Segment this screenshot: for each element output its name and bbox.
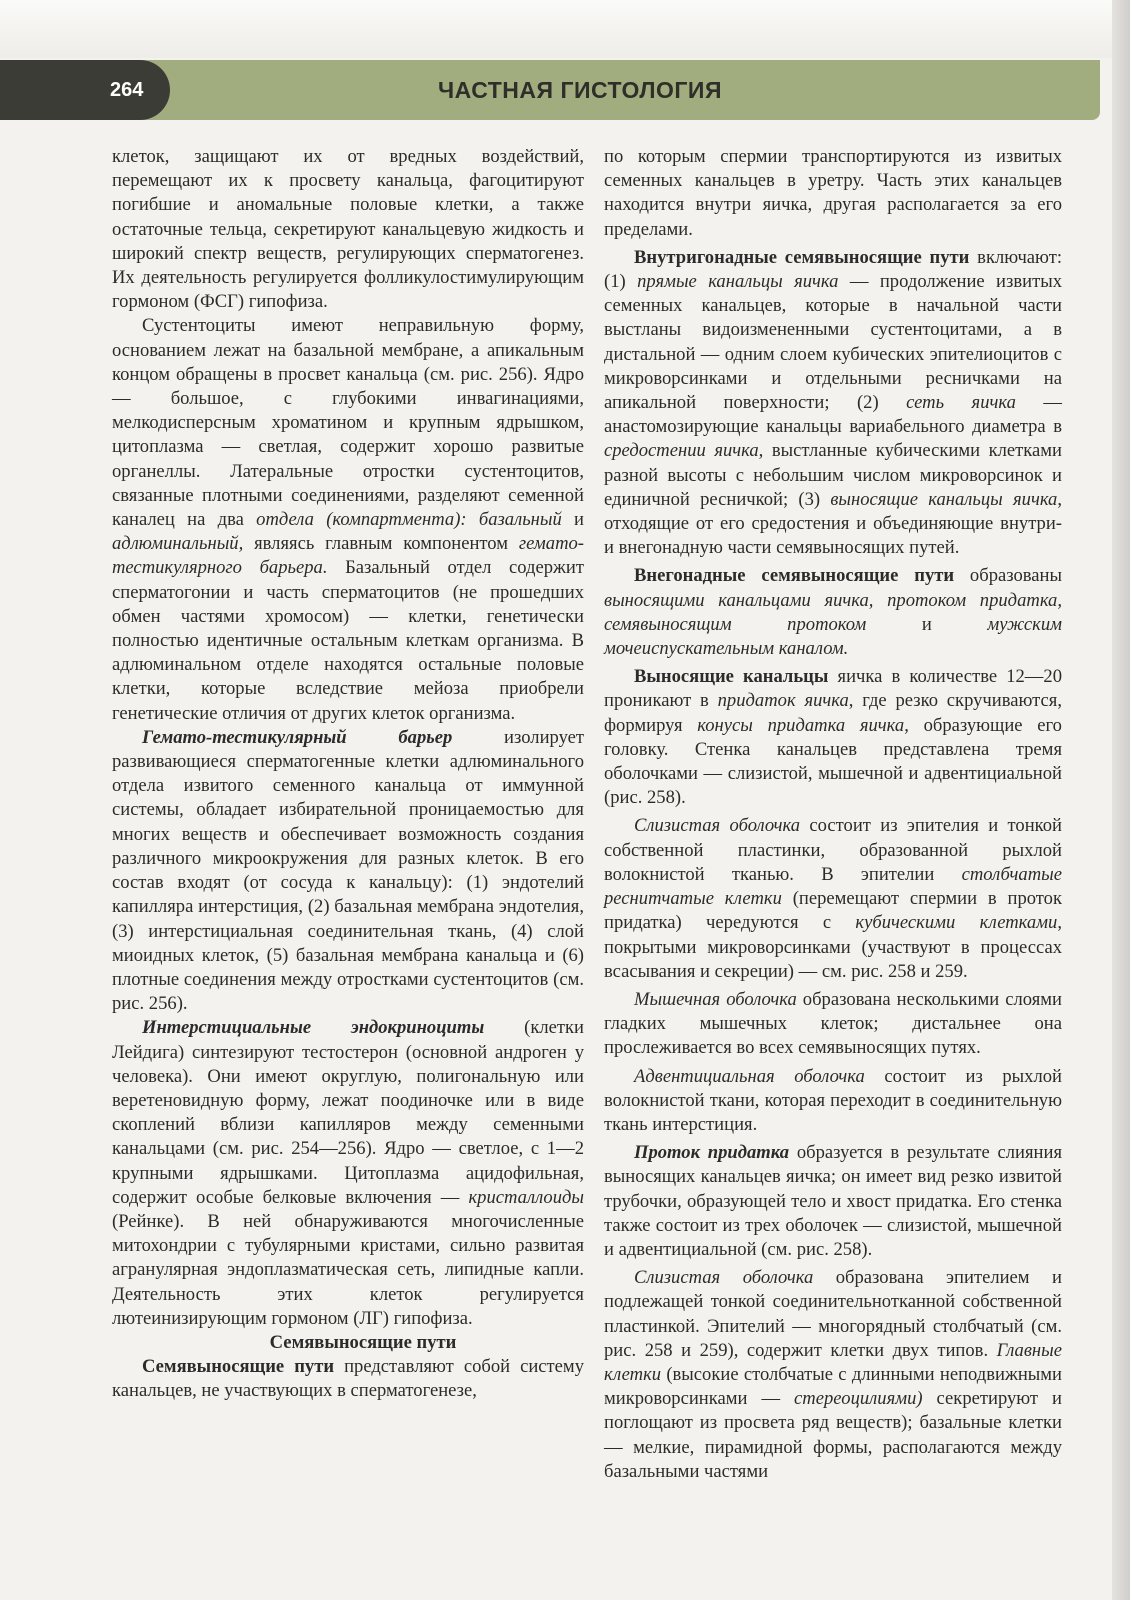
text-run: — продолжение извитых семенных канальцев, которые в начальной части выстланы видоизмененными сустентоцитами, а в дистальной — одним слоем кубических эпителиоцитов с микроворсинками и отдельными ресничками на апикальной поверхности; (2) — [604, 271, 1062, 414]
paragraph — [604, 1065, 1062, 1138]
italic-term: мужским мочеиспускательным каналом. — [604, 613, 1063, 660]
right-column — [604, 145, 1062, 1484]
page-edge — [1112, 0, 1130, 1600]
italic-term: Главные клетки — [604, 1339, 1062, 1385]
paragraph — [604, 1266, 1062, 1484]
text-run: Базальный отдел содержит сперматогонии и часть сперматоцитов (не прошедших обмен частями хромосом) — клетки, генетически полностью идентичные остальным клеткам организма. В адлюминальном отделе находятся остальные половые клетки, которые вследствие мейоза приобрели генетические отличия от других клеток организма. — [112, 557, 584, 724]
italic-term: адлюминальный, — [112, 533, 244, 555]
italic-term: Слизистая оболочка — [634, 1267, 814, 1289]
italic-term: средостении яичка, — [604, 440, 764, 462]
text-run: — анастомозирующие канальцы вариабельного диаметра в — [604, 392, 1062, 438]
text-run: , покрытыми микроворсинками (участвуют в процессах всасывания и секреции) — см. рис. 258 и 259. — [604, 912, 1063, 982]
italic-term: Адвентициальная оболочка — [634, 1065, 865, 1087]
italic-term: прямые канальцы яичка — [637, 271, 839, 293]
text-run: образуется в результате слияния выносящих канальцев яичка; он имеет вид резко извитой трубочки, образующей тело и хвост придатка. Его стенка также состоит из трех оболочек — слизистой, мышечной и адвентициальной (см. рис. 258). — [604, 1142, 1062, 1260]
bold-term: Семявыносящие пути — [142, 1356, 335, 1378]
text-run: (Рейнке). В ней обнаруживаются многочисленные митохондрии с тубулярными кристами, сильно развитая агранулярная эндоплазматическая сеть, липидные капли. Деятельность этих клеток регулируется лютеинизирующим гормоном (ЛГ) гипофиза. — [112, 1210, 584, 1329]
paragraph: клеток, защищают их от вредных воздействий, перемещают их к просвету канальца, фагоцитируют погибшие и аномальные половые клетки, а также остаточные тельца, секретируют канальцевую жидкость и широкий спектр веществ, регулирующих сперматогенез. Их деятельность регулируется фолликулостимулирующим гормоном (ФСГ) гипофиза. — [112, 146, 584, 313]
text-run: , отходящие от его средостения и объединяющие внутри- и внегонадную части семявыносящих путей. — [604, 488, 1063, 559]
text-run: образована эпителием и подлежащей тонкой соединительнотканной собственной пластинкой. Эпителий — многорядный столбчатый (см. рис. 258 и 259), содержит клетки двух типов. — [604, 1267, 1063, 1361]
text-run: и — [561, 509, 585, 531]
bold-term: Внутригонадные семявыносящие пути — [634, 246, 970, 268]
text-run: представляют собой систему канальцев, не участвующих в сперматогенезе, — [112, 1356, 584, 1402]
text-run: выстланные кубическими клетками разной высоты с небольшим числом микроворсинок и единичной ресничкой; (3) — [604, 440, 1062, 510]
text-run: (высокие столбчатые с длинными неподвижными микроворсинками — — [604, 1363, 1062, 1410]
bold-italic-term: Интерстициальные эндокриноциты — [142, 1017, 485, 1039]
text-run: являясь главным компонентом — [243, 533, 519, 555]
bold-term: Выносящие канальцы — [634, 666, 829, 688]
text-run: секретируют и поглощают из просвета ряд веществ); базальные клетки — мелкие, пирамидной формы, располагаются между базальными частями — [604, 1388, 1062, 1482]
italic-term: Мышечная оболочка — [634, 988, 797, 1010]
italic-term: конусы придатка яичка — [697, 714, 905, 736]
text-run: Сустентоциты имеют неправильную форму, основанием лежат на базальной мембране, а апикальным концом обращены в просвет канальца (см. рис. 256). Ядро — большое, с глубокими инвагинациями, мелкодисперсным хроматином и крупным ядрышком, цитоплазма — светлая, содержит хорошо развитые органеллы. Латеральные отростки сустентоцитов, связанные плотными соединениями, разделяют семенной каналец на два — [112, 315, 584, 531]
italic-term: стереоцилиями) — [794, 1388, 923, 1410]
paragraph — [604, 988, 1062, 1061]
paragraph — [112, 314, 584, 725]
paragraph — [604, 564, 1062, 661]
italic-term: гемато-тестикулярного барьера. — [112, 533, 584, 579]
page-number: 264 — [0, 60, 170, 120]
text-run: состоит из рыхлой волокнистой ткани, которая переходит в соединительную ткань интерстиция. — [604, 1065, 1062, 1135]
italic-term: сеть яичка — [906, 392, 1016, 414]
paragraph — [604, 814, 1062, 983]
italic-term: отдела (компартмента) — [256, 509, 461, 531]
italic-term: базальный — [478, 509, 562, 531]
bold-term: Внегонадные семявыносящие пути — [634, 565, 955, 587]
italic-term: выносящие канальцы яичка — [830, 488, 1058, 510]
text-run: , образующие его головку. Стенка канальцев представлена тремя оболочками — слизистой, мышечной и адвентициальной (рис. 258). — [604, 714, 1062, 809]
left-column — [112, 145, 584, 1404]
text-run: , где резко скручиваются, формируя — [604, 690, 1062, 736]
text-run: образована несколькими слоями гладких мышечных клеток; дистальнее она прослеживается во всех семявыносящих путях. — [604, 988, 1062, 1059]
text-run: изолирует развивающиеся сперматогенные клетки адлюминального отдела извитого семенного канальца от иммунной системы, обладает избирательной проницаемостью для многих веществ и обеспечивает возможность создания различного микроокружения для разных клеток. В его состав входят (от сосуда к канальцу): (1) эндотелий капилляра интерстиция, (2) базальная мембрана эндотелия, (3) интерстициальная соединительная ткань, (4) слой миоидных клеток, (5) базальная мембрана канальца и (6) плотные соединения между отростками сустентоцитов (см. рис. 256). — [112, 726, 584, 1015]
italic-term: кристаллоиды — [468, 1186, 584, 1208]
paragraph — [604, 246, 1062, 561]
page-top-margin — [0, 0, 1130, 58]
paragraph — [112, 1355, 584, 1403]
bold-italic-term: Гемато-тестикулярный барьер — [142, 726, 453, 748]
italic-term: выносящими канальцами яичка, протоком придатка, семявыносящим протоком — [604, 589, 1062, 635]
italic-term: Слизистая оболочка — [634, 815, 801, 837]
paragraph: по которым спермии транспортируются из извитых семенных канальцев в уретру. Часть этих канальцев находится внутри яичка, другая располагается за его пределами. — [604, 146, 1062, 240]
paragraph — [112, 1016, 584, 1331]
paragraph — [112, 726, 584, 1016]
text-run: образованы — [954, 565, 1063, 587]
section-title: Семявыносящие пути — [269, 1331, 457, 1353]
text-run: (клетки Лейдига) синтезируют тестостерон (основной андроген у человека). Они имеют округлую, полигональную или веретеновидную форму, лежат поодиночке или в виде скоплений вблизи капилляров между семенными канальцами (см. рис. 254—256). Ядро — светлое, с 1—2 крупными ядрышками. Цитоплазма ацидофильная, содержит особые белковые включения — — [112, 1017, 584, 1208]
text-run: состоит из эпителия и тонкой собственной пластинки, образованной рыхлой волокнистой тканью. В эпителии — [604, 815, 1062, 885]
text-run: яичка в количестве 12—20 проникают в — [604, 666, 1062, 712]
text-run: и — [866, 613, 988, 635]
running-title: ЧАСТНАЯ ГИСТОЛОГИЯ — [438, 77, 722, 103]
paragraph — [604, 1141, 1062, 1262]
text-run: (перемещают спермии в проток придатка) чередуются с — [604, 888, 1063, 934]
paragraph — [604, 665, 1062, 810]
italic-term: кубическими клетками — [855, 912, 1058, 934]
italic-term: придаток яичка — [717, 690, 849, 712]
text-run: : — [460, 509, 479, 531]
italic-term: столбчатые реснитчатые клетки — [604, 863, 1062, 910]
text-run: включают: (1) — [604, 246, 1062, 293]
bold-italic-term: Проток придатка — [634, 1142, 790, 1164]
